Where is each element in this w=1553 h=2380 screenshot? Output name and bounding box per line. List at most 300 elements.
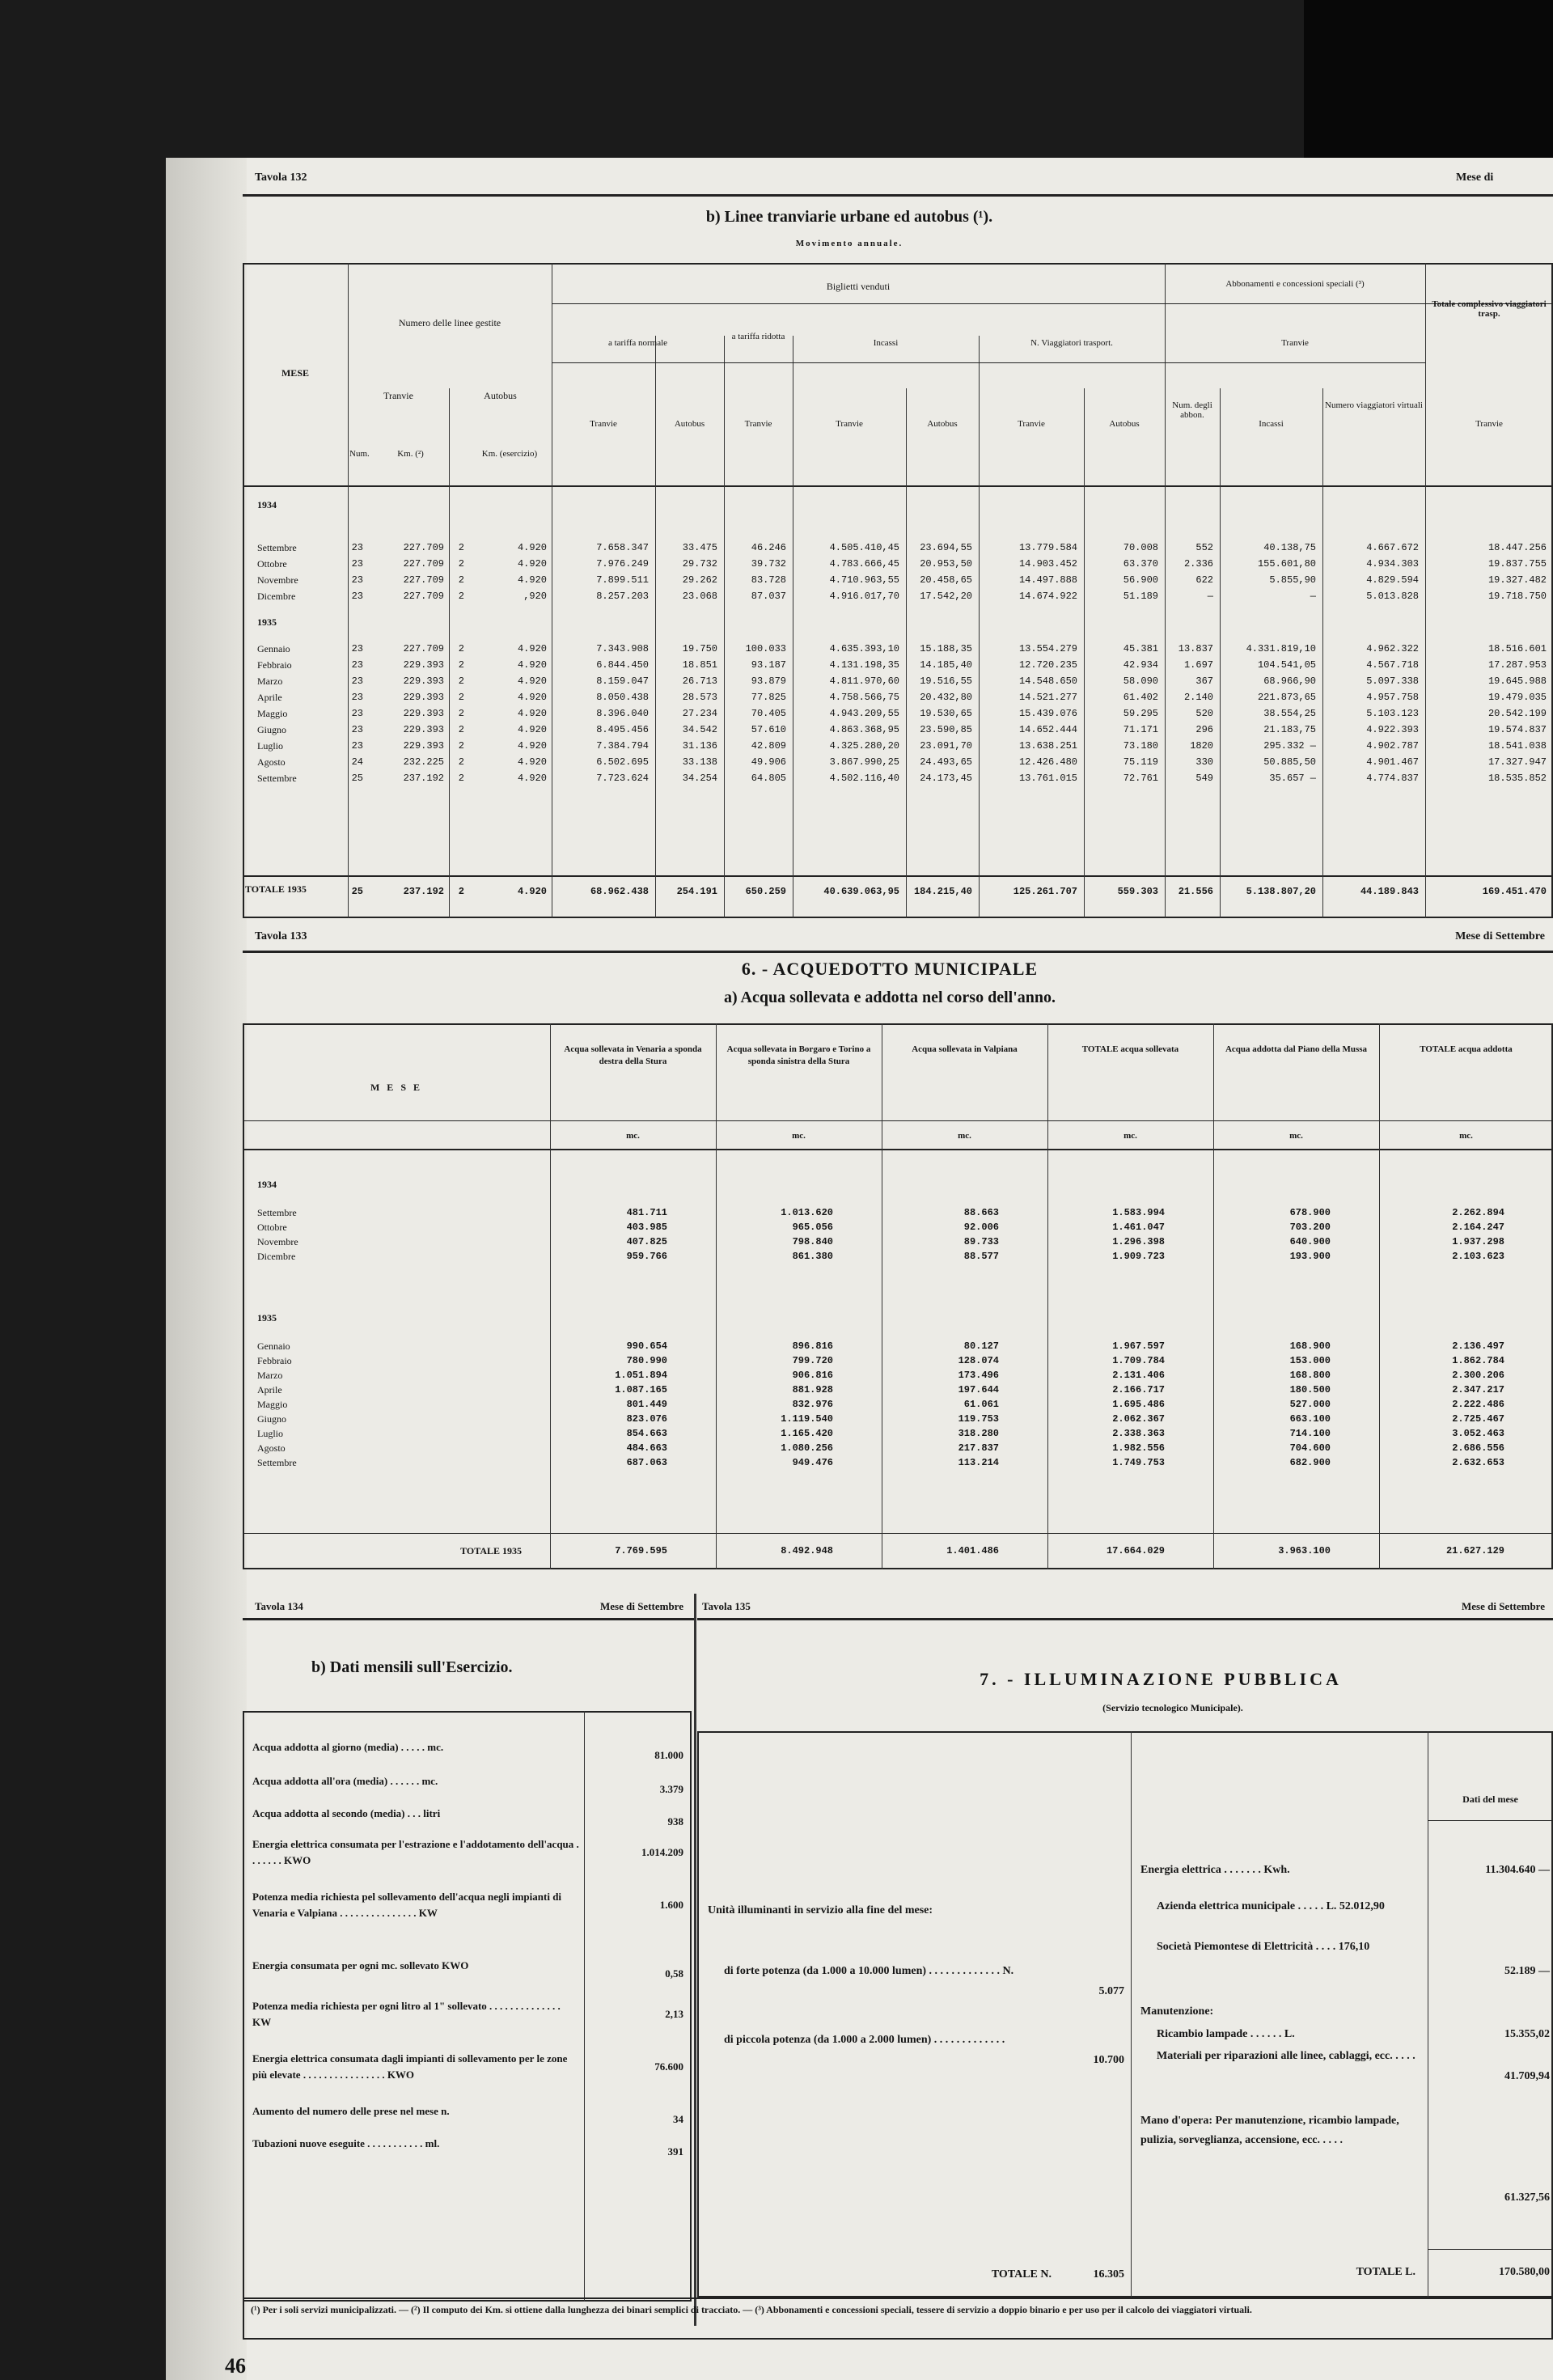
t132-cell: 221.873,65 (1257, 692, 1316, 703)
t132-total-cell: 254.191 (676, 886, 717, 897)
t132-h-abb-tranvie: Tranvie (1281, 338, 1309, 348)
t133-cell: 823.076 (626, 1413, 667, 1425)
t132-h-col-autobus: Autobus (674, 419, 705, 429)
t132-cell: 17.542,20 (920, 591, 972, 602)
t132-h-tariffa-normale: a tariffa normale (607, 338, 668, 348)
t132-cell: 23.091,70 (920, 740, 972, 752)
t132-cell: 4.710.963,55 (829, 574, 899, 586)
t132-cell: 12.720.235 (1018, 659, 1077, 671)
t134-row-value: 938 (667, 1815, 683, 1827)
t133-cell: 88.577 (963, 1251, 999, 1262)
t132-cell: 4.567.718 (1366, 659, 1419, 671)
t133-cell: 1.296.398 (1112, 1236, 1165, 1247)
t133-cell: 1.862.784 (1452, 1355, 1504, 1366)
t132-cell: 14.674.922 (1018, 591, 1077, 602)
t134-row-value: 81.000 (654, 1749, 683, 1761)
t132-cell: 295.332 — (1263, 740, 1316, 752)
t133-cell: 481.711 (626, 1207, 667, 1218)
t132-h-km-ex: Km. (esercizio) (481, 449, 538, 459)
t132-cell: 2 (458, 756, 464, 768)
t132-h-abbonamenti: Abbonamenti e concessioni speciali (³) (1225, 279, 1365, 289)
t132-cell: 7.723.624 (596, 773, 649, 784)
t132-top-rule (243, 194, 1553, 197)
t133-cell: 1.051.894 (615, 1370, 667, 1381)
t134-row-label: Acqua addotta al secondo (media) . . . litri (252, 1807, 441, 1819)
t133-cell: 168.900 (1289, 1340, 1331, 1352)
t133-cell: 1.087.165 (615, 1384, 667, 1395)
t135-forte-label: di forte potenza (da 1.000 a 10.000 lumen) . . . . . . . . . . . . . N. (724, 1965, 1014, 1977)
t133-cell: 2.725.467 (1452, 1413, 1504, 1425)
t132-cell: 21.183,75 (1263, 724, 1316, 735)
t134-row-value: 1.600 (659, 1899, 683, 1911)
t132-cell: 14.548.650 (1018, 675, 1077, 687)
t132-cell: 7.976.249 (596, 558, 649, 570)
t132-cell: 5.013.828 (1366, 591, 1419, 602)
t133-cell: 1.013.620 (781, 1207, 833, 1218)
t132-cell: 77.825 (751, 692, 786, 703)
t132-cell: 59.295 (1123, 708, 1158, 719)
t133-h-unit: mc. (1123, 1131, 1137, 1141)
t133-row-month: Gennaio (257, 1340, 290, 1352)
t133-cell: 197.644 (958, 1384, 999, 1395)
t132-cell: 4.920 (517, 574, 547, 586)
t132-cell: 4.774.837 (1366, 773, 1419, 784)
t132-subtitle: Movimento annuale. (795, 239, 903, 248)
t133-label: Tavola 133 (255, 930, 307, 942)
t133-cell: 1.695.486 (1112, 1399, 1165, 1410)
t132-row-month: Dicembre (257, 591, 296, 602)
t132-cell: 2.140 (1183, 692, 1213, 703)
t132-cell: 227.709 (403, 558, 444, 570)
t132-cell: 18.851 (682, 659, 717, 671)
t132-h-col-tranvie-4: Tranvie (1018, 419, 1045, 429)
t135-subtitle: (Servizio tecnologico Municipale). (1102, 1702, 1243, 1713)
t135-azienda-total: 52.189 — (1504, 1965, 1550, 1977)
t132-cell: 229.393 (403, 675, 444, 687)
t134-row-label: Tubazioni nuove eseguite . . . . . . . . . . . ml. (252, 2137, 440, 2149)
t133-cell: 88.663 (963, 1207, 999, 1218)
t132-cell: 20.432,80 (920, 692, 972, 703)
t135-materiali-label: Materiali per riparazioni alle linee, cablaggi, ecc. . . . . (1157, 2050, 1415, 2062)
t132-h-km: Km. (²) (397, 449, 424, 459)
t132-month-label: Mese di (1456, 172, 1494, 184)
t132-cell: 20.542.199 (1487, 708, 1547, 719)
t133-cell: 173.496 (958, 1370, 999, 1381)
t135-energia-value: 11.304.640 — (1485, 1864, 1550, 1876)
t132-cell: 8.396.040 (596, 708, 649, 719)
t132-cell: 34.542 (682, 724, 717, 735)
t133-h-col: Acqua sollevata in Borgaro e Torino a sponda sinistra della Stura (726, 1044, 871, 1066)
t132-cell: 18.541.038 (1487, 740, 1547, 752)
t133-row-month: Aprile (257, 1384, 282, 1395)
t132-cell: 72.761 (1123, 773, 1158, 784)
t132-total-cell: 650.259 (745, 886, 786, 897)
page-number: 46 (225, 2354, 246, 2378)
t132-total-cell: 125.261.707 (1013, 886, 1077, 897)
t133-cell: 217.837 (958, 1442, 999, 1454)
t132-cell: 42.934 (1123, 659, 1158, 671)
t132-cell: 2 (458, 773, 464, 784)
t134-row-value: 2,13 (665, 2008, 683, 2020)
t132-cell: 15.439.076 (1018, 708, 1077, 719)
t132-cell: 93.879 (751, 675, 786, 687)
t132-h-col-tranvie-3: Tranvie (836, 419, 863, 429)
t132-cell: 4.331.819,10 (1246, 643, 1316, 654)
t132-cell: 49.906 (751, 756, 786, 768)
t132-cell: 68.966,90 (1263, 675, 1316, 687)
t132-cell: 4.934.303 (1366, 558, 1419, 570)
t133-cell: 1.982.556 (1112, 1442, 1165, 1454)
t132-cell: 4.920 (517, 643, 547, 654)
t132-total-cell: 559.303 (1117, 886, 1158, 897)
t133-h-unit: mc. (626, 1131, 640, 1141)
t132-cell: 35.657 — (1269, 773, 1316, 784)
t132-h-viaggiatori: N. Viaggiatori trasport. (1030, 338, 1113, 348)
t132-cell: 4.902.787 (1366, 740, 1419, 752)
t132-cell: 2 (458, 675, 464, 687)
t132-cell: 25 (351, 773, 363, 784)
t133-cell: 801.449 (626, 1399, 667, 1410)
t133-h-col: TOTALE acqua addotta (1420, 1044, 1513, 1054)
t132-cell: 19.516,55 (920, 675, 972, 687)
t132-cell: 64.805 (751, 773, 786, 784)
t133-cell: 89.733 (963, 1236, 999, 1247)
t134-row-label: Energia elettrica consumata dagli impianti di sollevamento per le zone più elevate . . . . . . . . . . . . . . . . KWO (252, 2052, 568, 2081)
t132-cell: 19.837.755 (1487, 558, 1547, 570)
t132-year-1935: 1935 (257, 616, 277, 628)
t133-cell: 714.100 (1289, 1428, 1331, 1439)
t132-cell: 23 (351, 675, 363, 687)
t132-cell: 28.573 (682, 692, 717, 703)
t132-cell: 2 (458, 724, 464, 735)
t132-total-cell: 2 (458, 886, 464, 897)
t132-cell: 24 (351, 756, 363, 768)
t133-row-month: Agosto (257, 1442, 286, 1454)
t133-cell: 798.840 (792, 1236, 833, 1247)
t132-cell: 33.138 (682, 756, 717, 768)
t132-cell: 20.953,50 (920, 558, 972, 570)
t132-cell: 3.867.990,25 (829, 756, 899, 768)
t132-total-cell: 68.962.438 (590, 886, 649, 897)
t135-totale-l-value: 170.580,00 (1499, 2266, 1550, 2278)
t132-cell: 622 (1195, 574, 1213, 586)
t133-row-month: Novembre (257, 1236, 298, 1247)
t135-units-label: Unità illuminanti in servizio alla fine del mese: (708, 1904, 933, 1916)
t133-cell: 663.100 (1289, 1413, 1331, 1425)
t132-cell: 57.610 (751, 724, 786, 735)
t132-cell: 8.159.047 (596, 675, 649, 687)
t132-h-col-tranvie: Tranvie (590, 419, 617, 429)
t133-cell: 1.937.298 (1452, 1236, 1504, 1247)
t132-cell: 8.257.203 (596, 591, 649, 602)
t135-materiali-value: 41.709,94 (1504, 2070, 1550, 2082)
t132-cell: 93.187 (751, 659, 786, 671)
t135-energia-label: Energia elettrica . . . . . . . Kwh. (1140, 1864, 1290, 1876)
t132-cell: 7.899.511 (596, 574, 649, 586)
t132-h-incassi: Incassi (873, 338, 899, 348)
t134-row-label: Potenza media richiesta per ogni litro al 1" sollevato . . . . . . . . . . . . . . KW (252, 2000, 561, 2028)
t132-cell: 40.138,75 (1263, 542, 1316, 553)
t132-cell: 296 (1195, 724, 1213, 735)
t133-total-cell: 17.664.029 (1106, 1545, 1165, 1556)
t132-cell: 8.050.438 (596, 692, 649, 703)
t132-cell: 13.761.015 (1018, 773, 1077, 784)
t134-row-label: Aumento del numero delle prese nel mese n. (252, 2105, 450, 2117)
t132-h-tranvie: Tranvie (383, 390, 413, 401)
footnote: (¹) Per i soli servizi municipalizzati. — (²) Il computo dei Km. si ottiene dalla lunghezza dei binari semplici di tracciato. — (³) Abbonamenti e concessioni speciali, tessere di servizio a doppio binario e per uso per il calcolo dei viaggiatori virtuali. (251, 2304, 1252, 2315)
t133-cell: 318.280 (958, 1428, 999, 1439)
t132-total-cell: 4.920 (517, 886, 547, 897)
t132-cell: 13.554.279 (1018, 643, 1077, 654)
t132-cell: 4.916.017,70 (829, 591, 899, 602)
t132-cell: 31.136 (682, 740, 717, 752)
t134-row-label: Acqua addotta all'ora (media) . . . . . . mc. (252, 1775, 438, 1787)
t133-cell: 2.347.217 (1452, 1384, 1504, 1395)
t132-cell: 17.327.947 (1487, 756, 1547, 768)
t132-cell: 15.188,35 (920, 643, 972, 654)
t132-cell: 4.920 (517, 708, 547, 719)
t132-cell: — (1310, 591, 1316, 602)
t132-cell: 2 (458, 708, 464, 719)
t132-cell: 2 (458, 692, 464, 703)
t132-cell: 87.037 (751, 591, 786, 602)
t133-cell: 2.632.653 (1452, 1457, 1504, 1468)
t132-cell: 70.405 (751, 708, 786, 719)
t132-cell: 4.920 (517, 773, 547, 784)
t132-cell: 45.381 (1123, 643, 1158, 654)
t132-cell: 229.393 (403, 659, 444, 671)
t132-cell: 24.173,45 (920, 773, 972, 784)
t132-total-cell: 21.556 (1178, 886, 1213, 897)
t132-cell: 34.254 (682, 773, 717, 784)
t132-cell: 23 (351, 708, 363, 719)
t132-cell: 18.516.601 (1487, 643, 1547, 654)
t132-label: Tavola 132 (255, 172, 307, 184)
t135-societa-label: Società Piemontese di Elettricità . . . . 176,10 (1157, 1941, 1370, 1953)
t132-cell: 23.068 (682, 591, 717, 602)
t134-label: Tavola 134 (255, 1600, 303, 1612)
t135-ricambio-label: Ricambio lampade . . . . . . L. (1157, 2028, 1295, 2040)
t132-cell: 4.943.209,55 (829, 708, 899, 719)
t133-cell: 119.753 (958, 1413, 999, 1425)
t133-cell: 780.990 (626, 1355, 667, 1366)
t132-h-linee: Numero delle linee gestite (398, 317, 501, 328)
t132-cell: 7.343.908 (596, 643, 649, 654)
t135-label: Tavola 135 (702, 1600, 751, 1612)
t132-cell: 18.535.852 (1487, 773, 1547, 784)
t132-cell: 6.502.695 (596, 756, 649, 768)
t132-cell: 4.667.672 (1366, 542, 1419, 553)
t133-total-cell: 8.492.948 (781, 1545, 833, 1556)
t133-cell: 2.136.497 (1452, 1340, 1504, 1352)
t132-h-abb-incassi: Incassi (1259, 419, 1284, 429)
t133-cell: 168.800 (1289, 1370, 1331, 1381)
t132-cell: 26.713 (682, 675, 717, 687)
t133-cell: 2.166.717 (1112, 1384, 1165, 1395)
t132-h-tariffa-ridotta: a tariffa ridotta (731, 332, 785, 341)
book-gutter (166, 158, 247, 2380)
t133-cell: 832.976 (792, 1399, 833, 1410)
t132-cell: 73.180 (1123, 740, 1158, 752)
t132-row-month: Gennaio (257, 643, 290, 654)
t135-azienda-label: Azienda elettrica municipale . . . . . L. 52.012,90 (1157, 1900, 1385, 1912)
t132-cell: 58.090 (1123, 675, 1158, 687)
t134-row-value: 3.379 (659, 1783, 683, 1795)
t134-row-value: 0,58 (665, 1967, 683, 1980)
t133-section-title: 6. - ACQUEDOTTO MUNICIPALE (741, 959, 1039, 979)
t132-cell: 42.809 (751, 740, 786, 752)
t132-cell: 83.728 (751, 574, 786, 586)
t133-cell: 2.300.206 (1452, 1370, 1504, 1381)
t132-h-num: Num. (349, 449, 370, 459)
t133-h-mese: M E S E (370, 1082, 422, 1093)
t132-cell: 19.327.482 (1487, 574, 1547, 586)
scan-dark-corner (1304, 0, 1553, 158)
t133-cell: 527.000 (1289, 1399, 1331, 1410)
t132-cell: 29.732 (682, 558, 717, 570)
t133-cell: 1.165.420 (781, 1428, 833, 1439)
t133-cell: 2.222.486 (1452, 1399, 1504, 1410)
t132-cell: 104.541,05 (1257, 659, 1316, 671)
t133-cell: 113.214 (958, 1457, 999, 1468)
t132-cell: 229.393 (403, 724, 444, 735)
t135-month-label: Mese di Settembre (1461, 1600, 1545, 1612)
t133-cell: 703.200 (1289, 1222, 1331, 1233)
t132-cell: 23 (351, 692, 363, 703)
t133-year-1935: 1935 (257, 1312, 277, 1323)
t132-cell: 23 (351, 574, 363, 586)
t133-cell: 854.663 (626, 1428, 667, 1439)
t133-frame (243, 1023, 1553, 1569)
t133-month-label: Mese di Settembre (1455, 930, 1545, 942)
t132-cell: 4.783.666,45 (829, 558, 899, 570)
t132-cell: 75.119 (1123, 756, 1158, 768)
t133-h-unit: mc. (792, 1131, 806, 1141)
t132-cell: 4.920 (517, 558, 547, 570)
t133-cell: 861.380 (792, 1251, 833, 1262)
t132-row-month: Agosto (257, 756, 286, 768)
t135-section-title: 7. - ILLUMINAZIONE PUBBLICA (980, 1669, 1342, 1689)
t132-cell: 229.393 (403, 740, 444, 752)
t132-row-month: Marzo (257, 675, 283, 687)
t132-cell: 4.325.280,20 (829, 740, 899, 752)
t135-frame (697, 1731, 1553, 2297)
t132-cell: 14.903.452 (1018, 558, 1077, 570)
t134-row-value: 391 (667, 2145, 683, 2158)
t132-row-month: Luglio (257, 740, 283, 752)
t132-cell: 4.920 (517, 542, 547, 553)
t132-cell: 4.920 (517, 692, 547, 703)
t132-cell: 12.426.480 (1018, 756, 1077, 768)
t132-cell: 4.922.393 (1366, 724, 1419, 735)
t133-h-col: Acqua sollevata in Valpiana (912, 1044, 1018, 1054)
t133-row-month: Maggio (257, 1399, 288, 1410)
t132-row-month: Maggio (257, 708, 288, 719)
t132-cell: 23 (351, 659, 363, 671)
t132-cell: 227.709 (403, 591, 444, 602)
t132-total-cell: 184.215,40 (913, 886, 972, 897)
t132-cell: 23 (351, 542, 363, 553)
t132-cell: 63.370 (1123, 558, 1158, 570)
t132-cell: 14.652.444 (1018, 724, 1077, 735)
t135-manut-label: Manutenzione: (1140, 2005, 1214, 2018)
t132-cell: 23 (351, 724, 363, 735)
t133-cell: 484.663 (626, 1442, 667, 1454)
t133-cell: 2.164.247 (1452, 1222, 1504, 1233)
t132-cell: 23.590,85 (920, 724, 972, 735)
t133-cell: 80.127 (963, 1340, 999, 1352)
t132-cell: 232.225 (403, 756, 444, 768)
t132-cell: 5.855,90 (1269, 574, 1316, 586)
t135-ricambio-value: 15.355,02 (1504, 2028, 1550, 2040)
t132-cell: 4.758.566,75 (829, 692, 899, 703)
t132-cell: 38.554,25 (1263, 708, 1316, 719)
t133-cell: 2.686.556 (1452, 1442, 1504, 1454)
t132-cell: 56.900 (1123, 574, 1158, 586)
t132-cell: 549 (1195, 773, 1213, 784)
t133-cell: 1.461.047 (1112, 1222, 1165, 1233)
t132-cell: 19.750 (682, 643, 717, 654)
t133-total-cell: 21.627.129 (1445, 1545, 1504, 1556)
t132-cell: 2 (458, 574, 464, 586)
t132-cell: 5.103.123 (1366, 708, 1419, 719)
t132-h-biglietti: Biglietti venduti (826, 281, 891, 292)
t132-cell: 4.635.393,10 (829, 643, 899, 654)
t132-cell: 61.402 (1123, 692, 1158, 703)
t133-cell: 2.131.406 (1112, 1370, 1165, 1381)
t132-row-month: Settembre (257, 542, 297, 553)
t132-cell: 4.863.368,95 (829, 724, 899, 735)
t132-cell: 51.189 (1123, 591, 1158, 602)
t132-cell: 13.837 (1178, 643, 1213, 654)
t133-cell: 687.063 (626, 1457, 667, 1468)
t132-row-month: Settembre (257, 773, 297, 784)
t133-cell: 881.928 (792, 1384, 833, 1395)
t132-cell: 2 (458, 591, 464, 602)
t132-cell: 2 (458, 740, 464, 752)
t132-cell: 4.901.467 (1366, 756, 1419, 768)
t132-cell: 229.393 (403, 708, 444, 719)
t132-cell: 2 (458, 659, 464, 671)
t133-year-1934: 1934 (257, 1179, 277, 1190)
t133-h-unit: mc. (1459, 1131, 1473, 1141)
t133-row-month: Giugno (257, 1413, 286, 1425)
t133-cell: 704.600 (1289, 1442, 1331, 1454)
t133-cell: 2.338.363 (1112, 1428, 1165, 1439)
t132-h-mese: MESE (281, 367, 309, 379)
t132-cell: 2 (458, 643, 464, 654)
t133-h-unit: mc. (1289, 1131, 1303, 1141)
t133-cell: 92.006 (963, 1222, 999, 1233)
t133-cell: 3.052.463 (1452, 1428, 1504, 1439)
t135-mano-value: 61.327,56 (1504, 2192, 1550, 2204)
t133-cell: 1.119.540 (781, 1413, 833, 1425)
t133-cell: 2.103.623 (1452, 1251, 1504, 1262)
t132-year-1934: 1934 (257, 499, 277, 510)
t132-cell: 4.920 (517, 675, 547, 687)
t135-totale-n-value: 16.305 (1093, 2268, 1124, 2280)
t134-subtitle: b) Dati mensili sull'Esercizio. (311, 1658, 513, 1676)
t133-cell: 896.816 (792, 1340, 833, 1352)
t134-row-label: Potenza media richiesta pel sollevamento dell'acqua negli impianti di Venaria e Valpiana . . . . . . . . . . . . . . . KW (252, 1891, 562, 1919)
t133-row-month: Luglio (257, 1428, 283, 1439)
t133-cell: 1.909.723 (1112, 1251, 1165, 1262)
t133-cell: 959.766 (626, 1251, 667, 1262)
t133-row-month: Febbraio (257, 1355, 292, 1366)
t135-piccola-label: di piccola potenza (da 1.000 a 2.000 lumen) . . . . . . . . . . . . . (724, 2034, 1005, 2046)
t132-h-tot-tranvie: Tranvie (1475, 419, 1503, 429)
t132-h-viagg-virtuali: Numero viaggiatori virtuali (1325, 400, 1423, 410)
